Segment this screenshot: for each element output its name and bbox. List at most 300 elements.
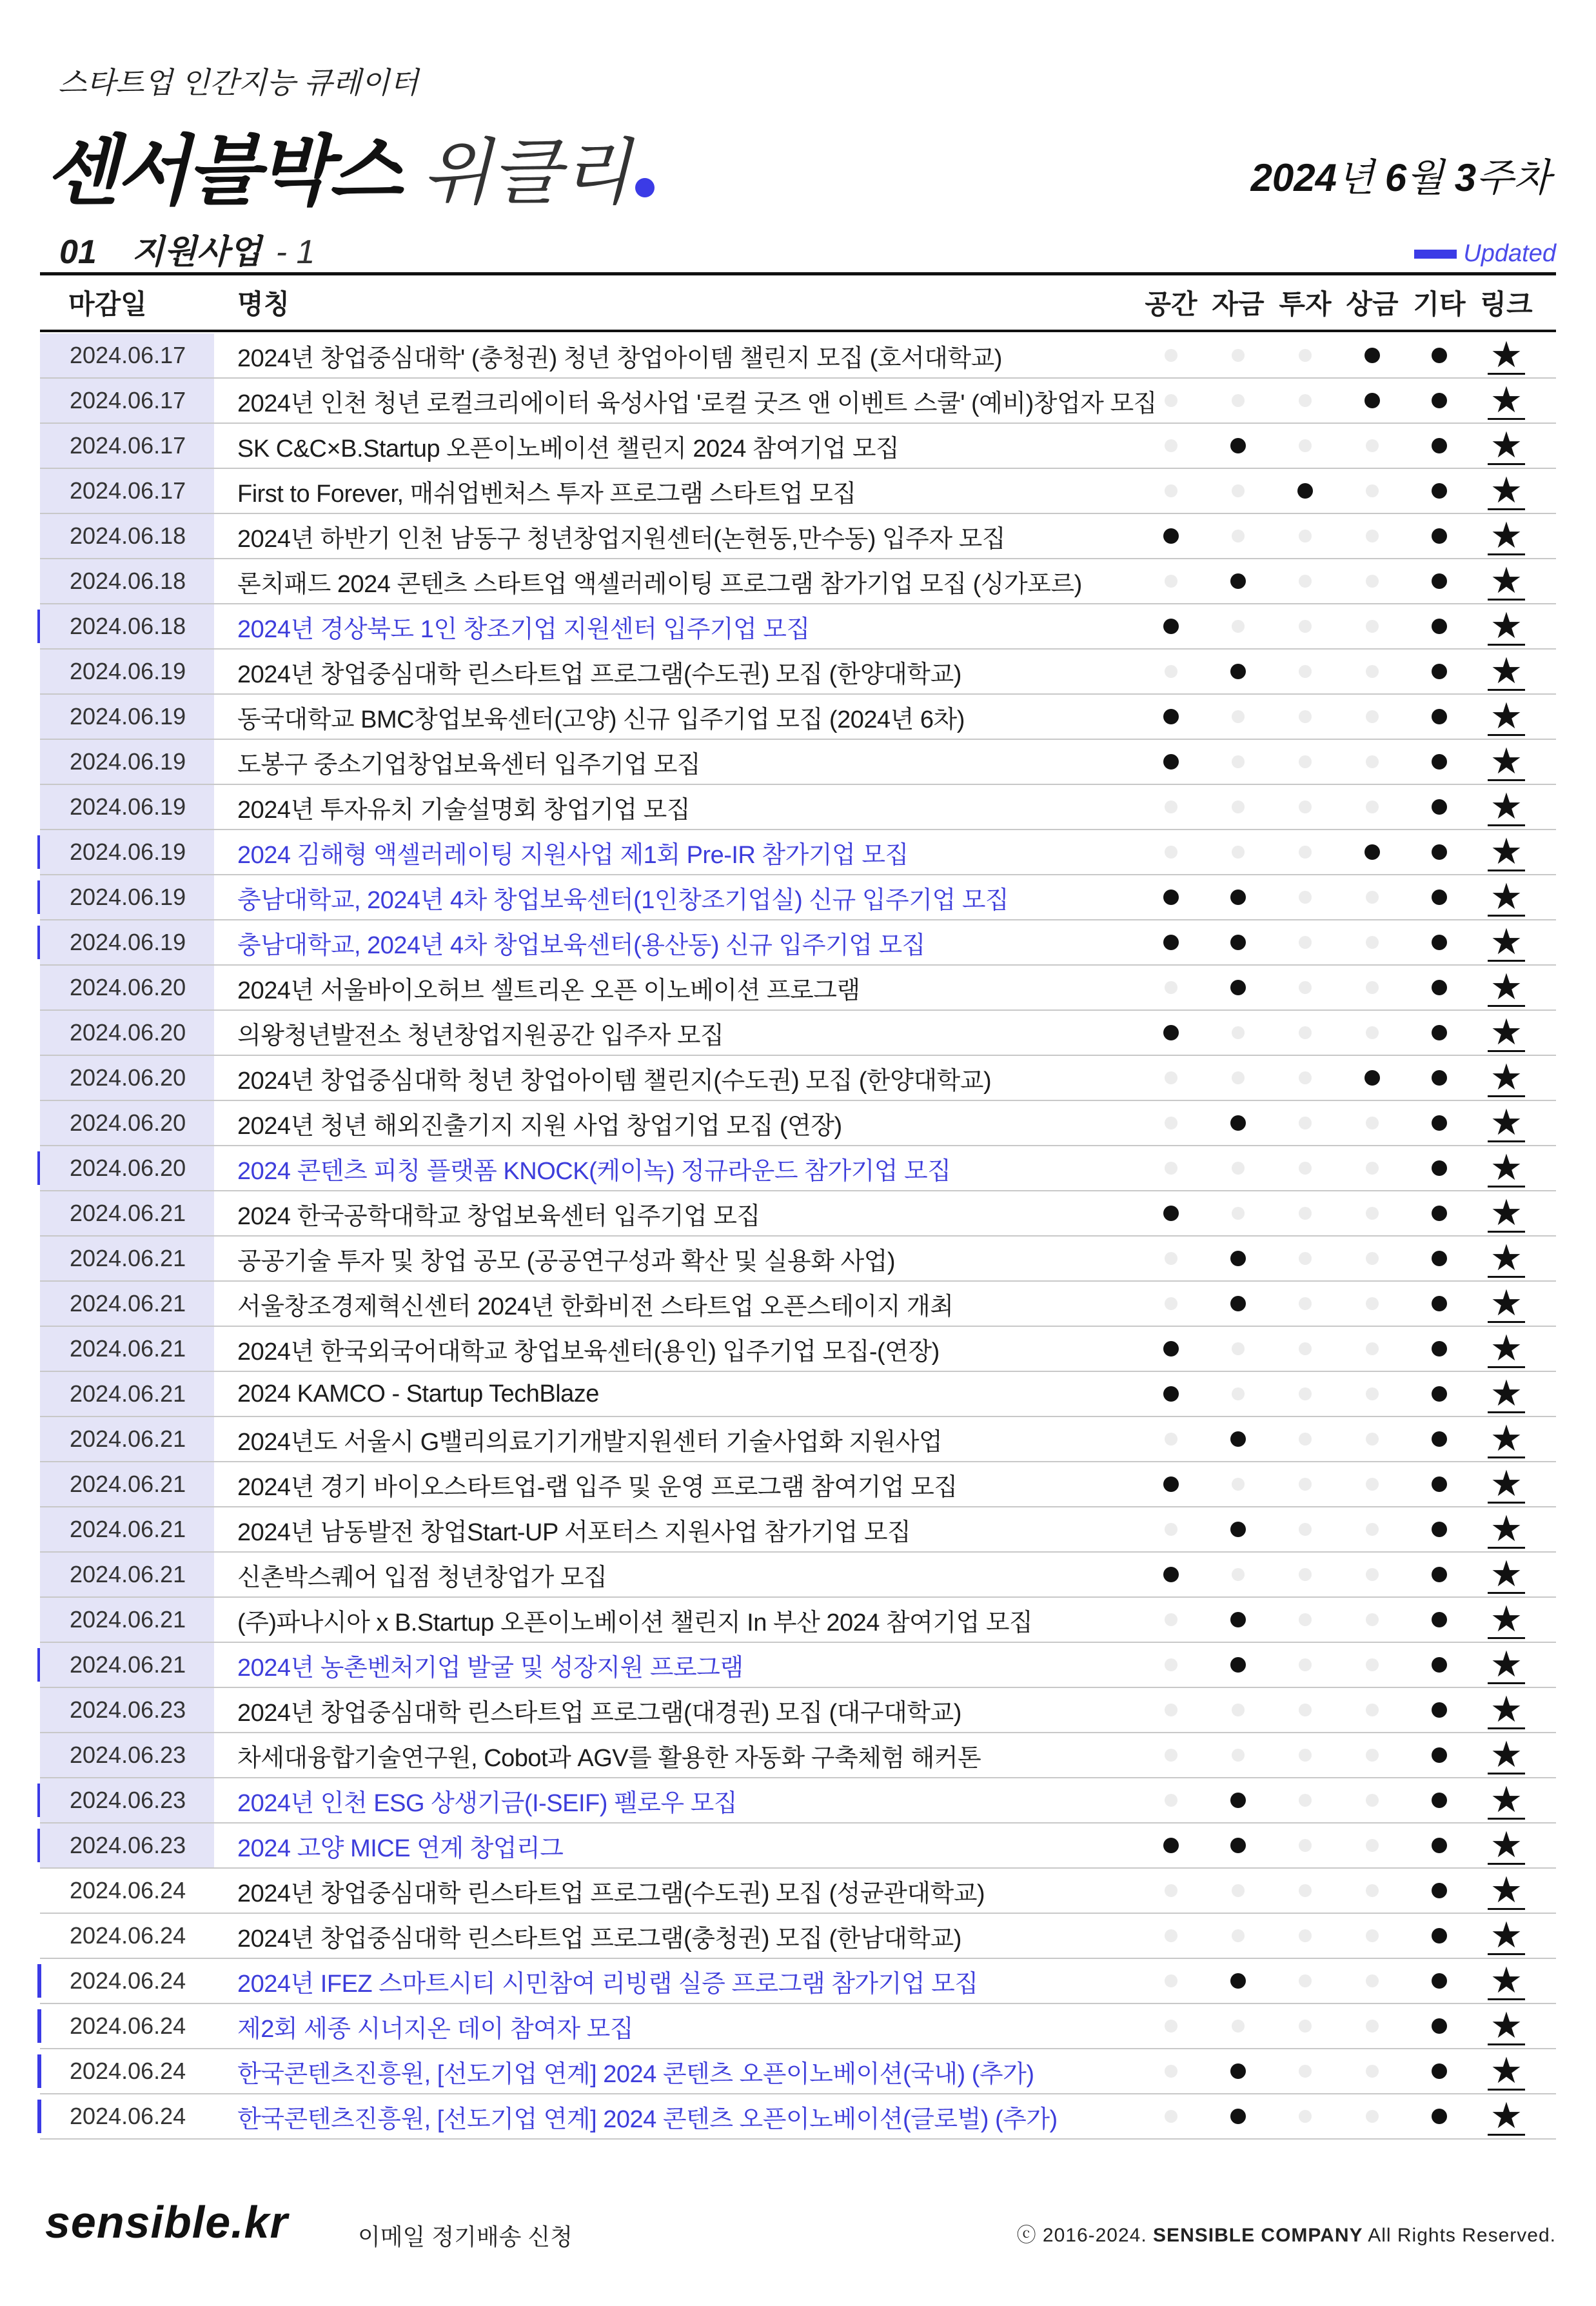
row-deadline: 2024.06.23 xyxy=(40,1733,214,1777)
row-etc-indicator xyxy=(1406,2094,1473,2138)
row-etc-indicator xyxy=(1406,514,1473,558)
row-etc-indicator xyxy=(1406,785,1473,829)
row-space-indicator xyxy=(1138,1282,1205,1326)
row-space-indicator xyxy=(1138,1598,1205,1642)
row-link-star-icon[interactable]: ★ xyxy=(1473,966,1540,1009)
row-fund-indicator xyxy=(1205,1462,1272,1506)
row-prize-indicator xyxy=(1339,1417,1406,1461)
row-etc-indicator xyxy=(1406,424,1473,468)
table-row xyxy=(40,1011,1556,1056)
row-fund-indicator xyxy=(1205,966,1272,1009)
row-name: 충남대학교, 2024년 4차 창업보육센터(용산동) 신규 입주기업 모집 xyxy=(237,931,925,959)
row-prize-indicator xyxy=(1339,1733,1406,1777)
row-deadline: 2024.06.20 xyxy=(40,1056,214,1100)
row-space-indicator xyxy=(1138,1237,1205,1280)
row-fund-indicator xyxy=(1205,1959,1272,2003)
row-link-star-icon[interactable]: ★ xyxy=(1473,1237,1540,1280)
row-fund-indicator xyxy=(1205,1778,1272,1822)
brand-weekly: 위클리 xyxy=(421,132,631,213)
row-fund-indicator xyxy=(1205,333,1272,377)
row-space-indicator xyxy=(1138,1824,1205,1867)
table-row xyxy=(40,424,1556,469)
row-space-indicator xyxy=(1138,1643,1205,1687)
brand-dot-icon xyxy=(635,178,655,197)
row-prize-indicator xyxy=(1339,966,1406,1009)
row-prize-indicator xyxy=(1339,785,1406,829)
row-invest-indicator xyxy=(1272,2094,1339,2138)
row-invest-indicator xyxy=(1272,2004,1339,2048)
table-row xyxy=(40,1146,1556,1191)
row-deadline: 2024.06.17 xyxy=(40,424,214,468)
row-invest-indicator xyxy=(1272,1191,1339,1235)
row-invest-indicator xyxy=(1272,830,1339,874)
row-link-star-icon[interactable]: ★ xyxy=(1473,1056,1540,1100)
row-deadline: 2024.06.19 xyxy=(40,740,214,784)
row-fund-indicator xyxy=(1205,830,1272,874)
row-prize-indicator xyxy=(1339,333,1406,377)
row-link-star-icon[interactable]: ★ xyxy=(1473,1914,1540,1958)
updated-legend-bar xyxy=(1414,250,1457,259)
row-invest-indicator xyxy=(1272,1462,1339,1506)
row-fund-indicator xyxy=(1205,559,1272,603)
row-link-star-icon[interactable]: ★ xyxy=(1473,695,1540,739)
row-fund-indicator xyxy=(1205,1327,1272,1371)
section-title xyxy=(59,224,315,273)
row-space-indicator xyxy=(1138,650,1205,693)
row-invest-indicator xyxy=(1272,2049,1339,2093)
row-invest-indicator xyxy=(1272,604,1339,648)
row-etc-indicator xyxy=(1406,333,1473,377)
row-fund-indicator xyxy=(1205,604,1272,648)
row-fund-indicator xyxy=(1205,1733,1272,1777)
row-link-star-icon[interactable]: ★ xyxy=(1473,1507,1540,1551)
row-name: 2024 고양 MICE 연계 창업리그 xyxy=(237,1834,564,1862)
row-space-indicator xyxy=(1138,1372,1205,1416)
row-space-indicator xyxy=(1138,1101,1205,1145)
row-invest-indicator xyxy=(1272,424,1339,468)
row-deadline: 2024.06.21 xyxy=(40,1191,214,1235)
row-link-star-icon[interactable]: ★ xyxy=(1473,1733,1540,1777)
row-invest-indicator xyxy=(1272,785,1339,829)
row-name: 2024년 경기 바이오스타트업-랩 입주 및 운영 프로그램 참여기업 모집 xyxy=(237,1473,958,1501)
row-invest-indicator xyxy=(1272,1507,1339,1551)
row-fund-indicator xyxy=(1205,1869,1272,1913)
row-link-star-icon[interactable]: ★ xyxy=(1473,1688,1540,1732)
row-invest-indicator xyxy=(1272,469,1339,513)
row-invest-indicator xyxy=(1272,1146,1339,1190)
row-link-star-icon[interactable]: ★ xyxy=(1473,875,1540,919)
row-link-star-icon[interactable]: ★ xyxy=(1473,1778,1540,1822)
row-link-star-icon[interactable]: ★ xyxy=(1473,2004,1540,2048)
row-name: 2024년 하반기 인천 남동구 청년창업지원센터(논현동,만수동) 입주자 모집 xyxy=(237,525,1006,553)
row-prize-indicator xyxy=(1339,1101,1406,1145)
row-name: 한국콘텐츠진흥원, [선도기업 연계] 2024 콘텐츠 오픈이노베이션(글로벌) (추가) xyxy=(237,2105,1058,2133)
row-name: 2024년도 서울시 G밸리의료기기개발지원센터 기술사업화 지원사업 xyxy=(237,1428,943,1456)
row-deadline: 2024.06.24 xyxy=(70,2103,186,2129)
row-etc-indicator xyxy=(1406,379,1473,422)
row-name: 신촌박스퀘어 입점 청년창업가 모집 xyxy=(237,1564,607,1591)
row-name: 2024년 창업중심대학 린스타트업 프로그램(수도권) 모집 (성균관대학교) xyxy=(237,1880,985,1907)
row-etc-indicator xyxy=(1406,1598,1473,1642)
row-fund-indicator xyxy=(1205,514,1272,558)
row-etc-indicator xyxy=(1406,1778,1473,1822)
week-label: 2024년 6월 3주차 xyxy=(1250,156,1551,199)
row-link-star-icon[interactable]: ★ xyxy=(1473,1327,1540,1371)
row-space-indicator xyxy=(1138,1733,1205,1777)
row-prize-indicator xyxy=(1339,1327,1406,1371)
row-name: First to Forever, 매쉬업벤처스 투자 프로그램 스타트업 모집 xyxy=(237,480,856,508)
row-name: 2024년 인천 청년 로컬크리에이터 육성사업 '로컬 굿즈 앤 이벤트 스쿨' (예비)창업자 모집 xyxy=(237,390,1157,417)
row-etc-indicator xyxy=(1406,1282,1473,1326)
row-link-star-icon[interactable]: ★ xyxy=(1473,1462,1540,1506)
row-prize-indicator xyxy=(1339,1372,1406,1416)
row-prize-indicator xyxy=(1339,1959,1406,2003)
row-space-indicator xyxy=(1138,2094,1205,2138)
row-space-indicator xyxy=(1138,785,1205,829)
row-name: 동국대학교 BMC창업보육센터(고양) 신규 입주기업 모집 (2024년 6차) xyxy=(237,706,965,733)
header-deadline: 마감일 xyxy=(68,289,147,319)
table-row xyxy=(40,1553,1556,1598)
subscribe-link[interactable]: 이메일 정기배송 신청 xyxy=(358,2223,573,2250)
row-fund-indicator xyxy=(1205,785,1272,829)
row-etc-indicator xyxy=(1406,1327,1473,1371)
row-deadline: 2024.06.21 xyxy=(40,1282,214,1326)
row-etc-indicator xyxy=(1406,469,1473,513)
table-row xyxy=(40,830,1556,875)
row-invest-indicator xyxy=(1272,740,1339,784)
row-prize-indicator xyxy=(1339,469,1406,513)
row-space-indicator xyxy=(1138,1688,1205,1732)
row-link-star-icon[interactable]: ★ xyxy=(1473,650,1540,693)
row-fund-indicator xyxy=(1205,1598,1272,1642)
row-prize-indicator xyxy=(1339,1011,1406,1055)
row-deadline: 2024.06.21 xyxy=(40,1553,214,1596)
row-fund-indicator xyxy=(1205,1914,1272,1958)
row-deadline: 2024.06.21 xyxy=(40,1598,214,1642)
table-row xyxy=(40,695,1556,740)
row-deadline: 2024.06.20 xyxy=(40,1101,214,1145)
row-link-star-icon[interactable]: ★ xyxy=(1473,333,1540,377)
table-row xyxy=(40,650,1556,695)
row-fund-indicator xyxy=(1205,1191,1272,1235)
table-row xyxy=(40,1643,1556,1688)
row-name: 2024년 인천 ESG 상생기금(I-SEIF) 펠로우 모집 xyxy=(237,1789,738,1817)
row-fund-indicator xyxy=(1205,2094,1272,2138)
row-prize-indicator xyxy=(1339,1146,1406,1190)
header-kicker: 스타트업 인간지능 큐레이터 xyxy=(58,66,419,99)
row-name: 차세대융합기술연구원, Cobot과 AGV를 활용한 자동화 구축체험 해커톤 xyxy=(237,1744,981,1772)
row-prize-indicator xyxy=(1339,2049,1406,2093)
row-link-star-icon[interactable]: ★ xyxy=(1473,2094,1540,2138)
row-invest-indicator xyxy=(1272,559,1339,603)
table-row xyxy=(40,604,1556,650)
row-name: 2024년 농촌벤처기업 발굴 및 성장지원 프로그램 xyxy=(237,1654,744,1682)
row-etc-indicator xyxy=(1406,2004,1473,2048)
row-etc-indicator xyxy=(1406,1959,1473,2003)
brand-name: 센서블박스 xyxy=(45,129,400,214)
row-name: 2024년 IFEZ 스마트시티 시민참여 리빙랩 실증 프로그램 참가기업 모집 xyxy=(237,1970,978,1998)
row-name: 2024년 서울바이오허브 셀트리온 오픈 이노베이션 프로그램 xyxy=(237,977,860,1004)
row-link-star-icon[interactable]: ★ xyxy=(1473,1011,1540,1055)
row-invest-indicator xyxy=(1272,1688,1339,1732)
row-invest-indicator xyxy=(1272,333,1339,377)
row-etc-indicator xyxy=(1406,920,1473,964)
row-link-star-icon[interactable]: ★ xyxy=(1473,1101,1540,1145)
row-invest-indicator xyxy=(1272,875,1339,919)
row-space-indicator xyxy=(1138,559,1205,603)
row-name: 2024 콘텐츠 피칭 플랫폼 KNOCK(케이녹) 정규라운드 참가기업 모집 xyxy=(237,1157,951,1185)
row-etc-indicator xyxy=(1406,650,1473,693)
row-name: (주)파나시아 x B.Startup 오픈이노베이션 챌린지 In 부산 2024 참여기업 모집 xyxy=(237,1609,1033,1636)
row-link-star-icon[interactable]: ★ xyxy=(1473,2049,1540,2093)
footer-logo[interactable]: sensible.kr xyxy=(45,2197,288,2247)
header-name: 명칭 xyxy=(237,289,290,319)
row-prize-indicator xyxy=(1339,559,1406,603)
row-prize-indicator xyxy=(1339,1643,1406,1687)
header-fund: 자금 xyxy=(1212,289,1265,319)
row-link-star-icon[interactable]: ★ xyxy=(1473,604,1540,648)
row-invest-indicator xyxy=(1272,1553,1339,1596)
table-header xyxy=(40,275,1556,332)
row-link-star-icon[interactable]: ★ xyxy=(1473,1372,1540,1416)
row-deadline: 2024.06.21 xyxy=(40,1327,214,1371)
row-deadline: 2024.06.17 xyxy=(40,469,214,513)
row-prize-indicator xyxy=(1339,379,1406,422)
section-suffix: - 1 xyxy=(275,234,315,271)
row-invest-indicator xyxy=(1272,1959,1339,2003)
row-fund-indicator xyxy=(1205,695,1272,739)
row-prize-indicator xyxy=(1339,1282,1406,1326)
row-invest-indicator xyxy=(1272,1869,1339,1913)
table-row xyxy=(40,1191,1556,1237)
row-deadline: 2024.06.18 xyxy=(40,559,214,603)
row-invest-indicator xyxy=(1272,1417,1339,1461)
row-link-star-icon[interactable]: ★ xyxy=(1473,514,1540,558)
row-deadline: 2024.06.18 xyxy=(40,604,214,648)
row-etc-indicator xyxy=(1406,1914,1473,1958)
row-name: 도봉구 중소기업창업보육센터 입주기업 모집 xyxy=(237,751,701,779)
row-prize-indicator xyxy=(1339,875,1406,919)
row-space-indicator xyxy=(1138,966,1205,1009)
row-link-star-icon[interactable]: ★ xyxy=(1473,424,1540,468)
section-name: 지원사업 xyxy=(132,234,262,271)
table-row xyxy=(40,333,1556,379)
row-space-indicator xyxy=(1138,695,1205,739)
row-link-star-icon[interactable]: ★ xyxy=(1473,1869,1540,1913)
row-name: 공공기술 투자 및 창업 공모 (공공연구성과 확산 및 실용화 사업) xyxy=(237,1247,896,1275)
row-invest-indicator xyxy=(1272,1914,1339,1958)
table-row xyxy=(40,1372,1556,1417)
row-link-star-icon[interactable]: ★ xyxy=(1473,559,1540,603)
row-fund-indicator xyxy=(1205,1372,1272,1416)
row-space-indicator xyxy=(1138,1959,1205,2003)
row-deadline: 2024.06.23 xyxy=(40,1824,214,1867)
row-etc-indicator xyxy=(1406,740,1473,784)
table-row xyxy=(40,1101,1556,1146)
row-invest-indicator xyxy=(1272,1598,1339,1642)
row-space-indicator xyxy=(1138,379,1205,422)
row-fund-indicator xyxy=(1205,2049,1272,2093)
copyright: ⓒ 2016-2024. SENSIBLE COMPANY All Rights Reserved. xyxy=(1016,2225,1556,2246)
header-space: 공간 xyxy=(1145,289,1197,319)
row-invest-indicator xyxy=(1272,1101,1339,1145)
row-space-indicator xyxy=(1138,2049,1205,2093)
row-name: 2024년 청년 해외진출기지 지원 사업 창업기업 모집 (연장) xyxy=(237,1112,842,1140)
row-link-star-icon[interactable]: ★ xyxy=(1473,1191,1540,1235)
row-deadline: 2024.06.19 xyxy=(40,785,214,829)
row-fund-indicator xyxy=(1205,1056,1272,1100)
row-link-star-icon[interactable]: ★ xyxy=(1473,1146,1540,1190)
row-etc-indicator xyxy=(1406,1101,1473,1145)
table-row xyxy=(40,1914,1556,1959)
row-fund-indicator xyxy=(1205,740,1272,784)
row-prize-indicator xyxy=(1339,695,1406,739)
row-invest-indicator xyxy=(1272,650,1339,693)
row-prize-indicator xyxy=(1339,1869,1406,1913)
row-link-star-icon[interactable]: ★ xyxy=(1473,379,1540,422)
row-invest-indicator xyxy=(1272,1643,1339,1687)
row-etc-indicator xyxy=(1406,2049,1473,2093)
row-space-indicator xyxy=(1138,514,1205,558)
brand-title xyxy=(45,110,655,219)
row-prize-indicator xyxy=(1339,2094,1406,2138)
table-row xyxy=(40,1507,1556,1553)
row-invest-indicator xyxy=(1272,1282,1339,1326)
row-deadline: 2024.06.24 xyxy=(70,1922,186,1949)
row-link-star-icon[interactable]: ★ xyxy=(1473,740,1540,784)
row-etc-indicator xyxy=(1406,1372,1473,1416)
row-fund-indicator xyxy=(1205,1101,1272,1145)
row-fund-indicator xyxy=(1205,1553,1272,1596)
row-name: 2024 한국공학대학교 창업보육센터 입주기업 모집 xyxy=(237,1202,760,1230)
row-prize-indicator xyxy=(1339,1237,1406,1280)
row-invest-indicator xyxy=(1272,1372,1339,1416)
row-invest-indicator xyxy=(1272,1237,1339,1280)
row-link-star-icon[interactable]: ★ xyxy=(1473,1959,1540,2003)
row-name: 2024년 창업중심대학 린스타트업 프로그램(충청권) 모집 (한남대학교) xyxy=(237,1925,961,1953)
row-invest-indicator xyxy=(1272,1733,1339,1777)
table-row xyxy=(40,2094,1556,2140)
row-invest-indicator xyxy=(1272,1056,1339,1100)
row-space-indicator xyxy=(1138,830,1205,874)
row-invest-indicator xyxy=(1272,514,1339,558)
row-prize-indicator xyxy=(1339,740,1406,784)
row-fund-indicator xyxy=(1205,920,1272,964)
row-etc-indicator xyxy=(1406,559,1473,603)
row-name: 2024년 창업중심대학 청년 창업아이템 챌린지(수도권) 모집 (한양대학교) xyxy=(237,1067,992,1095)
table-row xyxy=(40,875,1556,920)
row-prize-indicator xyxy=(1339,424,1406,468)
row-link-star-icon[interactable]: ★ xyxy=(1473,1417,1540,1461)
row-name: 2024년 한국외국어대학교 창업보육센터(용인) 입주기업 모집-(연장) xyxy=(237,1338,940,1366)
row-link-star-icon[interactable]: ★ xyxy=(1473,785,1540,829)
row-fund-indicator xyxy=(1205,1824,1272,1867)
row-link-star-icon[interactable]: ★ xyxy=(1473,1282,1540,1326)
table-row xyxy=(40,920,1556,966)
row-prize-indicator xyxy=(1339,1778,1406,1822)
row-invest-indicator xyxy=(1272,1824,1339,1867)
row-fund-indicator xyxy=(1205,1688,1272,1732)
row-deadline: 2024.06.24 xyxy=(70,1877,186,1903)
row-fund-indicator xyxy=(1205,1282,1272,1326)
row-deadline: 2024.06.21 xyxy=(40,1417,214,1461)
row-link-star-icon[interactable]: ★ xyxy=(1473,920,1540,964)
row-link-star-icon[interactable]: ★ xyxy=(1473,1598,1540,1642)
row-link-star-icon[interactable]: ★ xyxy=(1473,1824,1540,1867)
row-name: 충남대학교, 2024년 4차 창업보육센터(1인창조기업실) 신규 입주기업 모집 xyxy=(237,886,1009,914)
row-etc-indicator xyxy=(1406,1733,1473,1777)
row-name: 2024년 창업중심대학 린스타트업 프로그램(수도권) 모집 (한양대학교) xyxy=(237,661,961,688)
row-etc-indicator xyxy=(1406,1146,1473,1190)
row-invest-indicator xyxy=(1272,966,1339,1009)
row-etc-indicator xyxy=(1406,1643,1473,1687)
row-space-indicator xyxy=(1138,1869,1205,1913)
row-deadline: 2024.06.19 xyxy=(40,695,214,739)
row-etc-indicator xyxy=(1406,695,1473,739)
table-row xyxy=(40,1598,1556,1643)
row-deadline: 2024.06.20 xyxy=(40,966,214,1009)
table-row xyxy=(40,1688,1556,1733)
row-link-star-icon[interactable]: ★ xyxy=(1473,469,1540,513)
row-etc-indicator xyxy=(1406,1688,1473,1732)
row-link-star-icon[interactable]: ★ xyxy=(1473,1553,1540,1596)
row-fund-indicator xyxy=(1205,1237,1272,1280)
row-space-indicator xyxy=(1138,1417,1205,1461)
row-name: 한국콘텐츠진흥원, [선도기업 연계] 2024 콘텐츠 오픈이노베이션(국내) (추가) xyxy=(237,2060,1034,2088)
table-row xyxy=(40,1869,1556,1914)
program-table xyxy=(40,333,1556,2140)
row-deadline: 2024.06.17 xyxy=(40,379,214,422)
row-space-indicator xyxy=(1138,469,1205,513)
table-row xyxy=(40,379,1556,424)
row-etc-indicator xyxy=(1406,830,1473,874)
row-name: 제2회 세종 시너지온 데이 참여자 모집 xyxy=(237,2015,634,2043)
row-fund-indicator xyxy=(1205,875,1272,919)
row-deadline: 2024.06.19 xyxy=(40,920,214,964)
row-prize-indicator xyxy=(1339,1507,1406,1551)
row-space-indicator xyxy=(1138,1056,1205,1100)
row-name: 2024년 경상북도 1인 창조기업 지원센터 입주기업 모집 xyxy=(237,615,810,643)
row-etc-indicator xyxy=(1406,1462,1473,1506)
table-row xyxy=(40,785,1556,830)
row-prize-indicator xyxy=(1339,2004,1406,2048)
row-fund-indicator xyxy=(1205,1146,1272,1190)
table-row xyxy=(40,469,1556,514)
row-link-star-icon[interactable]: ★ xyxy=(1473,830,1540,874)
row-deadline: 2024.06.24 xyxy=(70,2058,186,2084)
row-prize-indicator xyxy=(1339,830,1406,874)
row-link-star-icon[interactable]: ★ xyxy=(1473,1643,1540,1687)
row-space-indicator xyxy=(1138,875,1205,919)
row-space-indicator xyxy=(1138,333,1205,377)
row-space-indicator xyxy=(1138,1507,1205,1551)
row-deadline: 2024.06.24 xyxy=(70,1967,186,1994)
header-etc: 기타 xyxy=(1413,289,1466,319)
row-name: 2024년 투자유치 기술설명회 창업기업 모집 xyxy=(237,796,691,824)
row-etc-indicator xyxy=(1406,1056,1473,1100)
row-deadline: 2024.06.20 xyxy=(40,1011,214,1055)
row-prize-indicator xyxy=(1339,1191,1406,1235)
row-etc-indicator xyxy=(1406,1191,1473,1235)
row-fund-indicator xyxy=(1205,1417,1272,1461)
row-etc-indicator xyxy=(1406,1237,1473,1280)
row-space-indicator xyxy=(1138,1191,1205,1235)
row-invest-indicator xyxy=(1272,1011,1339,1055)
row-name: 2024년 창업중심대학 린스타트업 프로그램(대경권) 모집 (대구대학교) xyxy=(237,1699,961,1727)
row-fund-indicator xyxy=(1205,379,1272,422)
row-deadline: 2024.06.18 xyxy=(40,514,214,558)
row-fund-indicator xyxy=(1205,469,1272,513)
